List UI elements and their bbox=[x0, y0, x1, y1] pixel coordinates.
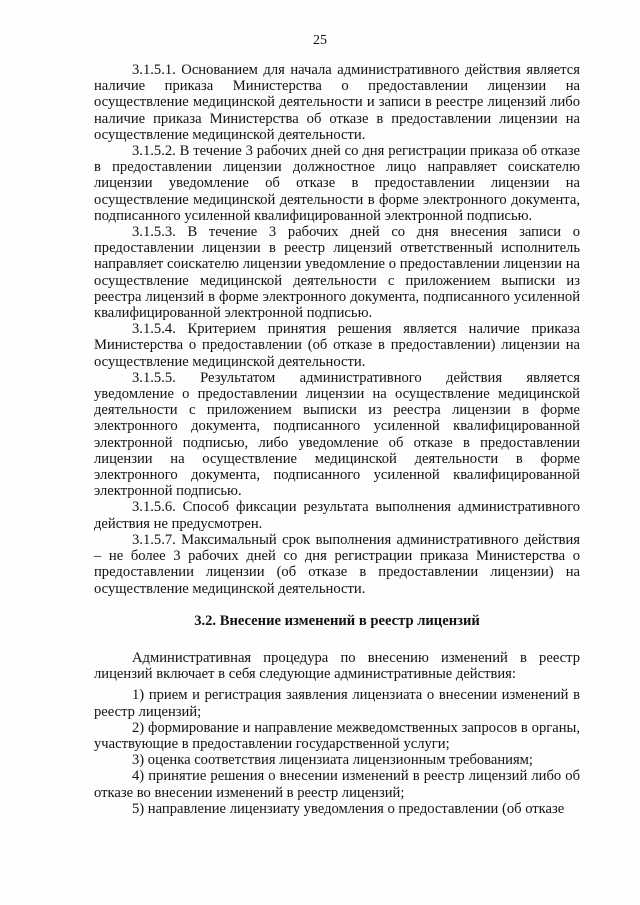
document-body bbox=[94, 62, 580, 817]
section-intro: Административная процедура по внесению изменений в реестр лицензий включает в себя следующие административные действия: bbox=[94, 649, 580, 683]
paragraph-3-1-5-6: 3.1.5.6. Способ фиксации результата выполнения административного действия не предусмотрен. bbox=[94, 499, 580, 532]
paragraph-3-1-5-1: 3.1.5.1. Основанием для начала административного действия является наличие приказа Министерства о предоставлении лицензии на осуществление медицинской деятельности и записи в реестре лицензий либо наличие приказа Министерства об отказе в предоставлении лицензии на осуществление медицинской деятельности. bbox=[94, 62, 580, 143]
list-item: 1) прием и регистрация заявления лицензиата о внесении изменений в реестр лицензий; bbox=[94, 687, 580, 720]
list-item: 5) направление лицензиату уведомления о предоставлении (об отказе bbox=[132, 800, 565, 817]
list-item: 4) принятие решения о внесении изменений в реестр лицензий либо об отказе во внесении изменений в реестр лицензий; bbox=[94, 768, 580, 801]
section-heading: 3.2. Внесение изменений в реестр лицензий bbox=[194, 612, 480, 629]
list-item: 2) формирование и направление межведомственных запросов в органы, участвующие в предоставлении государственной услуги; bbox=[94, 719, 580, 752]
list-item: 3) оценка соответствия лицензиата лицензионным требованиям; bbox=[132, 752, 533, 769]
page-number: 25 bbox=[313, 33, 327, 48]
paragraph-3-1-5-4: 3.1.5.4. Критерием принятия решения является наличие приказа Министерства о предоставлении (об отказе в предоставлении) лицензии на осуществление медицинской деятельности. bbox=[94, 321, 580, 370]
paragraph-3-1-5-7: 3.1.5.7. Максимальный срок выполнения административного действия – не более 3 рабочих дней со дня регистрации приказа Министерства о предоставлении лицензии (об отказе в предоставлении лицензии) на осуществление медицинской деятельности. bbox=[94, 531, 580, 597]
paragraph-3-1-5-2: 3.1.5.2. В течение 3 рабочих дней со дня регистрации приказа об отказе в предоставлении лицензии должностное лицо направляет соискателю лицензии уведомление об отказе в предоставлении лицензии на осуществление медицинской деятельности в форме электронного документа, подписанного усиленной квалифицированной электронной подписью. bbox=[94, 143, 580, 224]
paragraph-3-1-5-5: 3.1.5.5. Результатом административного действия является уведомление о предоставлении лицензии на осуществление медицинской деятельности с приложением выписки из реестра лицензии в форме электронного документа, подписанного усиленной квалифицированной электронной подписью, либо уведомление об отказе в предоставлении лицензии на осуществление медицинской деятельности в форме электронного документа, подписанного усиленной квалифицированной электронной подписью. bbox=[94, 369, 580, 500]
paragraph-3-1-5-3: 3.1.5.3. В течение 3 рабочих дней со дня внесения записи о предоставлении лицензии в реестр лицензий ответственный исполнитель направляет соискателю лицензии уведомление о предоставлении лицензии на осуществление медицинской деятельности с приложением выписки из реестра лицензий в форме электронного документа, подписанного усиленной квалифицированной электронной подписью. bbox=[94, 224, 580, 322]
